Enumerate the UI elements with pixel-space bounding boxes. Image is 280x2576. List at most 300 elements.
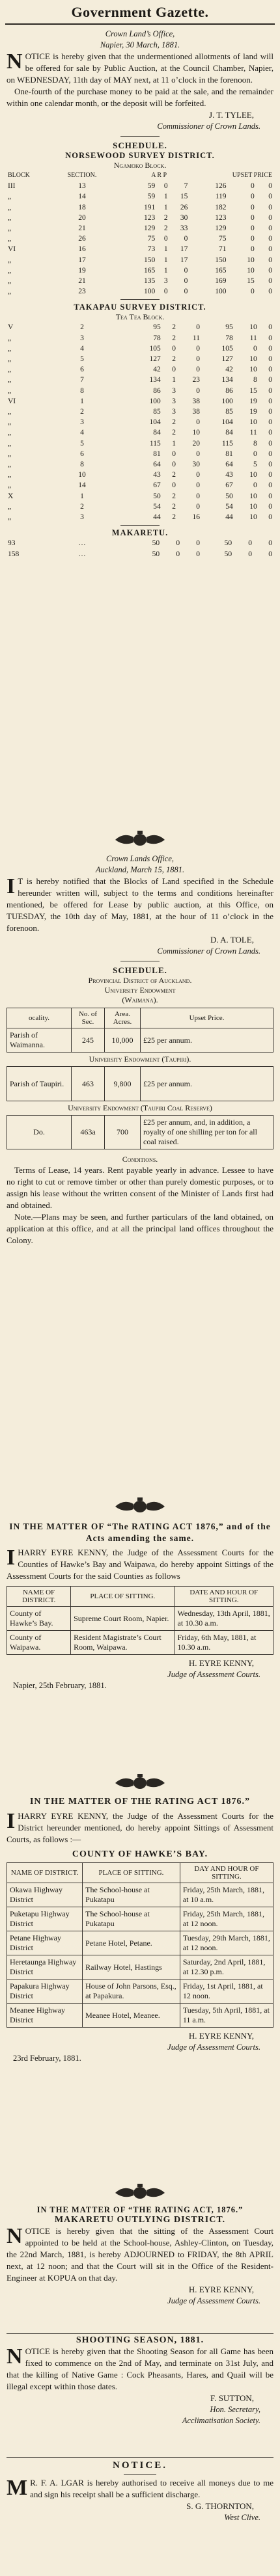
table-row: [7, 1979, 273, 2004]
table-cell: 30: [192, 461, 200, 469]
table-row: [7, 427, 273, 438]
table-cell: 1: [80, 492, 84, 500]
table-cell: 0: [253, 481, 257, 490]
table-cell: 20: [78, 213, 86, 222]
table-row: [7, 1607, 273, 1631]
table-cell: 105: [221, 344, 233, 353]
table-cell: 0: [250, 182, 255, 191]
table-cell: 2: [163, 213, 168, 222]
table-cell: 0: [250, 224, 255, 233]
table-cell: 19: [249, 408, 257, 416]
table-cell: County of Waipawa.: [7, 1631, 71, 1655]
table-cell: 85: [153, 408, 161, 416]
table-cell: 44: [153, 513, 161, 522]
conditions-heading: Conditions.: [122, 1155, 158, 1164]
table-cell: 0: [196, 323, 200, 332]
table-row: [7, 538, 273, 548]
table-row: [7, 364, 273, 375]
table-cell: „: [8, 439, 12, 448]
makaretu-table: [7, 538, 273, 559]
table-cell: 0: [268, 492, 272, 500]
table-cell: 14: [78, 193, 86, 201]
table-row: [7, 407, 273, 417]
royal-crest-icon: [107, 1496, 173, 1516]
table-cell: 3: [172, 397, 176, 405]
table-row: [7, 286, 273, 297]
table-cell: 1: [163, 203, 168, 211]
table-cell: 0: [176, 539, 180, 548]
table-cell: 95: [225, 323, 233, 332]
table-cell: 75: [147, 235, 156, 243]
table-cell: 0: [268, 213, 272, 222]
table-cell: Tuesday, 5th April, 1881, at 11 a.m.: [180, 2004, 273, 2028]
table-cell: 0: [196, 344, 200, 353]
table-cell: The School-house at Pukatapu: [83, 1883, 180, 1907]
table-cell: „: [8, 366, 12, 374]
table-cell: 134: [149, 376, 161, 384]
table-cell: 0: [184, 235, 188, 243]
table-cell: 59: [147, 182, 156, 191]
table-cell: 64: [153, 461, 161, 469]
table-cell: 0: [172, 461, 176, 469]
table-cell: 16: [78, 245, 86, 254]
table-cell: 50: [153, 492, 161, 500]
table-cell: 78: [153, 334, 161, 342]
table-cell: 86: [225, 386, 233, 395]
table-cell: 20: [192, 439, 200, 448]
sittings-table: [7, 1862, 273, 2028]
table-cell: 0: [268, 256, 272, 264]
table-row: Parish of Waimanna. 245 10,000 £25 per annum.: [7, 1028, 273, 1053]
table-cell: 0: [184, 288, 188, 296]
table-cell: 15: [249, 386, 257, 395]
table-cell: 0: [268, 193, 272, 201]
table-cell: 18: [78, 203, 86, 211]
table-cell: 67: [153, 481, 161, 490]
table-cell: „: [8, 376, 12, 384]
table-row: [7, 502, 273, 512]
table-cell: 0: [196, 539, 200, 548]
notice-title: IN THE MATTER OF “The RATING ACT 1876,” and of the Acts amending the same.: [9, 1522, 271, 1543]
table-row: [7, 322, 273, 332]
table-cell: 165: [215, 266, 227, 275]
table-cell: 71: [219, 245, 227, 254]
table-cell: 10: [192, 429, 200, 437]
table-cell: 2: [163, 224, 168, 233]
table-cell: „: [8, 277, 12, 286]
table-row: [7, 1883, 273, 1907]
table-cell: 0: [196, 366, 200, 374]
table-cell: 26: [78, 235, 86, 243]
schedule-heading: SCHEDULE.: [113, 965, 167, 975]
county-heading: COUNTY OF HAWKE’S BAY.: [72, 1849, 208, 1859]
table-cell: 0: [172, 366, 176, 374]
table-cell: „: [8, 386, 12, 395]
royal-crest-icon: [107, 2182, 173, 2202]
table-cell: 129: [215, 224, 227, 233]
table-cell: 0: [196, 502, 200, 511]
table-row: [7, 438, 273, 449]
table-row: [7, 512, 273, 522]
table-row: [7, 244, 273, 254]
table-cell: 10: [249, 418, 257, 427]
table-row: [7, 1931, 273, 1955]
table-cell: 182: [215, 203, 227, 211]
table-cell: 0: [250, 203, 255, 211]
table-cell: 7: [80, 376, 84, 384]
table-cell: 105: [149, 344, 161, 353]
date-line: 23rd February, 1881.: [13, 2054, 81, 2063]
shooting-season-notice: [7, 2335, 273, 2426]
table-cell: 2: [172, 502, 176, 511]
table-cell: 81: [225, 449, 233, 458]
table-cell: 2: [172, 334, 176, 342]
table-cell: 0: [253, 449, 257, 458]
table-cell: Papakura Highway District: [7, 1979, 83, 2004]
table-cell: 78: [225, 334, 233, 342]
table-cell: Meanee Hotel, Meanee.: [83, 2004, 180, 2028]
table-cell: „: [8, 461, 12, 469]
notice-body: IHARRY EYRE KENNY, the Judge of the Assessment Courts for the Counties of Hawke’s Bay and Waipawa, do hereby appoint Sittings of the Assessment Courts for the said Counties as follows: [7, 1546, 273, 1581]
table-cell: 0: [268, 277, 272, 286]
table-cell: Supreme Court Room, Napier.: [71, 1607, 175, 1631]
notice-body: IHARRY EYRE KENNY, the Judge of the Assessment Courts for the District hereunder mentioned, do hereby appoint Sittings of Assessment Courts, as follows :—: [7, 1809, 273, 1844]
table-cell: „: [8, 408, 12, 416]
table-cell: 4: [80, 344, 84, 353]
table-cell: 0: [268, 266, 272, 275]
table-cell: 0: [268, 344, 272, 353]
table-cell: VI: [8, 397, 16, 405]
table-cell: 1: [80, 397, 84, 405]
crown-lands-auckland-notice: [7, 853, 273, 1246]
sittings-table: [7, 1586, 273, 1655]
table-cell: 0: [268, 539, 272, 548]
table-cell: 0: [268, 481, 272, 490]
signer-name: H. EYRE KENNY,: [188, 2031, 254, 2041]
endowment-heading-3: University Endowment (Taupiri Coal Reserve): [68, 1103, 212, 1112]
office-line: Crown Lands Office,: [105, 854, 175, 863]
table-cell: 17: [78, 256, 86, 264]
table-cell: 10: [249, 513, 257, 522]
table-cell: 1: [172, 376, 176, 384]
table-cell: Puketapu Highway District: [7, 1907, 83, 1931]
table-cell: Wednesday, 13th April, 1881, at 10.30 a.m.: [175, 1607, 273, 1631]
table-cell: 8: [80, 461, 84, 469]
table-cell: 50: [152, 539, 160, 548]
table-cell: 0: [268, 355, 272, 364]
table-cell: 86: [153, 386, 161, 395]
table-cell: „: [8, 224, 12, 233]
table-cell: 3: [80, 418, 84, 427]
table-row: [7, 470, 273, 480]
table-cell: „: [8, 429, 12, 437]
table-cell: 23: [78, 288, 86, 296]
table-cell: …: [78, 539, 86, 548]
table-cell: 0: [250, 213, 255, 222]
table-row: [7, 202, 273, 213]
table-row: [7, 191, 273, 202]
table-row: [7, 1907, 273, 1931]
table-cell: 0: [268, 429, 272, 437]
table-cell: 0: [248, 539, 253, 548]
table-row: [7, 265, 273, 276]
table-cell: 123: [215, 213, 227, 222]
table-header: BLOCK SECTION. A R P UPSET PRICE: [8, 172, 272, 179]
table-cell: 129: [143, 224, 156, 233]
table-cell: „: [8, 266, 12, 275]
table-cell: 0: [268, 203, 272, 211]
date-line: Napier, 30 March, 1881.: [100, 40, 180, 49]
table-cell: 4: [80, 429, 84, 437]
crown-lands-napier-notice: [7, 29, 273, 559]
table-cell: 115: [149, 439, 161, 448]
table-cell: III: [8, 182, 16, 191]
table-cell: „: [8, 513, 12, 522]
table-cell: 0: [172, 481, 176, 490]
table-row: [7, 459, 273, 470]
table-cell: 2: [172, 355, 176, 364]
table-row: Do. 463a 700 £25 per annum, and, in addition, a royalty of one shilling per ton for all coal raised.: [7, 1116, 273, 1149]
table-cell: 84: [225, 429, 233, 437]
table-cell: 33: [180, 224, 188, 233]
table-cell: 84: [153, 429, 161, 437]
date-line: Napier, 25th February, 1881.: [13, 1681, 107, 1690]
table-cell: 2: [172, 429, 176, 437]
table-cell: 15: [247, 277, 255, 286]
signer-org: Acclimatisation Society.: [182, 2416, 260, 2425]
table-cell: „: [8, 502, 12, 511]
table-cell: „: [8, 471, 12, 479]
table-cell: 0: [184, 277, 188, 286]
table-cell: 16: [192, 513, 200, 522]
table-cell: „: [8, 288, 12, 296]
table-cell: 0: [268, 376, 272, 384]
table-row: [7, 480, 273, 490]
table-row: [7, 449, 273, 459]
table-cell: 11: [192, 334, 200, 342]
table-cell: 42: [225, 366, 233, 374]
royal-crest-icon: [107, 829, 173, 849]
table-cell: 17: [180, 256, 188, 264]
table-cell: 50: [152, 550, 160, 558]
table-row: [7, 234, 273, 244]
table-cell: „: [8, 355, 12, 364]
table-cell: 0: [268, 471, 272, 479]
table-cell: 0: [163, 288, 168, 296]
table-header: NAME OF DISTRICT. PLACE OF SITTING. DATE AND HOUR OF SITTING.: [7, 1587, 273, 1607]
table-cell: 0: [268, 182, 272, 191]
table-row: [7, 491, 273, 502]
block2-heading: Tea Tea Block.: [115, 312, 165, 322]
table-cell: 6: [80, 449, 84, 458]
rating-act-notice-2: [7, 1795, 273, 2064]
table-cell: 100: [221, 397, 233, 405]
table-cell: 10: [249, 492, 257, 500]
table-cell: 5: [253, 461, 257, 469]
table-cell: 3: [80, 513, 84, 522]
table-cell: 100: [215, 288, 227, 296]
table-cell: 23: [192, 376, 200, 384]
signer-title: Judge of Assessment Courts.: [167, 2043, 260, 2052]
table-cell: 10: [249, 355, 257, 364]
table-row: [7, 343, 273, 354]
table-cell: Friday, 25th March, 1881, at 10 a.m.: [180, 1883, 273, 1907]
table-cell: „: [8, 193, 12, 201]
signer-name: H. EYRE KENNY,: [188, 1658, 254, 1668]
table-header: NAME OF DISTRICT. PLACE OF SITTING. DAY AND HOUR OF SITTING.: [7, 1863, 273, 1883]
table-cell: 0: [196, 355, 200, 364]
table-cell: 19: [78, 266, 86, 275]
table-cell: Heretaunga Highway District: [7, 1955, 83, 1979]
table-cell: 42: [153, 366, 161, 374]
table-cell: „: [8, 449, 12, 458]
table-cell: 0: [268, 224, 272, 233]
table-cell: X: [8, 492, 14, 500]
table-row: [7, 276, 273, 286]
table-row: [7, 1955, 273, 1979]
district-heading: NORSEWOOD SURVEY DISTRICT.: [65, 151, 215, 160]
makaretu-notice: [7, 2205, 273, 2307]
table-cell: 81: [153, 449, 161, 458]
table-cell: 0: [268, 235, 272, 243]
table-cell: 0: [196, 449, 200, 458]
table-cell: 0: [196, 471, 200, 479]
table-cell: 0: [163, 235, 168, 243]
table-cell: 165: [143, 266, 156, 275]
notice-title: SHOOTING SEASON, 1881.: [76, 2335, 204, 2345]
table-cell: 3: [163, 277, 168, 286]
table-cell: 3: [172, 408, 176, 416]
table-cell: 2: [80, 408, 84, 416]
table-cell: 0: [250, 193, 255, 201]
table-cell: 8: [253, 376, 257, 384]
table-cell: 0: [250, 235, 255, 243]
thornton-notice: [7, 2460, 273, 2523]
signer-name: S. G. THORNTON,: [186, 2501, 254, 2511]
table-cell: 119: [215, 193, 227, 201]
table-cell: 135: [143, 277, 156, 286]
table-cell: 6: [80, 366, 84, 374]
table-cell: 0: [248, 550, 253, 558]
table-header: ocality. No. of Sec. Area. Acres. Upset Price.: [7, 1008, 273, 1028]
table-cell: 2: [172, 323, 176, 332]
table-cell: 15: [180, 193, 188, 201]
signer-title: Commissioner of Crown Lands.: [157, 946, 260, 956]
endowment-heading: University Endowment: [104, 986, 176, 995]
table-cell: 14: [78, 481, 86, 490]
table-cell: 13: [78, 182, 86, 191]
table-row: [7, 417, 273, 427]
norsewood-table: [7, 170, 273, 297]
table-cell: 0: [250, 288, 255, 296]
takapau-table: [7, 322, 273, 522]
table-cell: 26: [180, 203, 188, 211]
table-cell: VI: [8, 245, 16, 254]
table-cell: 67: [225, 481, 233, 490]
table-cell: …: [78, 550, 86, 558]
endowment-heading-2: University Endowment (Taupiri).: [89, 1054, 191, 1064]
table-cell: 2: [172, 418, 176, 427]
table-cell: Resident Magistrate’s Court Room, Waipawa.: [71, 1631, 175, 1655]
lease-table: [7, 1008, 273, 1149]
table-cell: 1: [172, 439, 176, 448]
table-cell: „: [8, 418, 12, 427]
table-cell: 158: [8, 550, 20, 558]
signer-title: Judge of Assessment Courts.: [167, 2296, 260, 2305]
signer-place: West Clive.: [224, 2513, 260, 2522]
table-cell: „: [8, 235, 12, 243]
table-cell: 95: [153, 323, 161, 332]
table-cell: 0: [250, 245, 255, 254]
table-cell: 30: [180, 213, 188, 222]
terms-body: One-fourth of the purchase money to be paid at the sale, and the remainder within one calendar month, or the deposit will be forfeited.: [7, 87, 273, 108]
table-cell: Railway Hotel, Hastings: [83, 1955, 180, 1979]
table-cell: 0: [268, 502, 272, 511]
table-cell: 38: [192, 397, 200, 405]
signer-name: D. A. TOLE,: [210, 935, 254, 945]
table-cell: 85: [225, 408, 233, 416]
table-cell: The School-house at Pukatapu: [83, 1907, 180, 1931]
table-cell: 50: [225, 492, 233, 500]
table-cell: 1: [163, 245, 168, 254]
table-cell: 5: [80, 355, 84, 364]
table-cell: 0: [268, 439, 272, 448]
table-cell: 100: [149, 397, 161, 405]
signer-title: Judge of Assessment Courts.: [167, 1670, 260, 1679]
table-cell: 0: [184, 266, 188, 275]
notice-body: M R. F. A. LGAR is hereby authorised to receive all moneys due to me and sign his receipt shall be a sufficient discharge.: [7, 2476, 273, 2500]
table-cell: 134: [221, 376, 233, 384]
district-heading: MAKARETU OUTLYING DISTRICT.: [54, 2215, 226, 2225]
table-cell: „: [8, 344, 12, 353]
signer-title: Hon. Secretary,: [210, 2405, 260, 2414]
royal-crest-icon: [107, 1773, 173, 1792]
table-cell: 0: [196, 418, 200, 427]
table-cell: 0: [196, 492, 200, 500]
table-cell: 2: [172, 471, 176, 479]
table-cell: 2: [80, 502, 84, 511]
table-cell: 0: [268, 449, 272, 458]
table-cell: 50: [224, 550, 232, 558]
table-cell: Meanee Highway District: [7, 2004, 83, 2028]
table-cell: V: [8, 323, 14, 332]
table-cell: „: [8, 481, 12, 490]
table-cell: 10: [247, 256, 255, 264]
table-row: [7, 354, 273, 364]
table-cell: „: [8, 213, 12, 222]
table-cell: 38: [192, 408, 200, 416]
district2-heading: TAKAPAU SURVEY DISTRICT.: [74, 302, 206, 312]
table-cell: 0: [196, 481, 200, 490]
notice-body: NOTICE is hereby given that the Shooting Season for all Game has been fixed to commence on the 2nd of May, and terminate on 31st July, and that the killing of Native Game : Cock Pheasants, Hares, and Quail will be illegal except within those dates.: [7, 2344, 273, 2391]
table-cell: 11: [249, 334, 257, 342]
table-cell: 0: [163, 182, 168, 191]
table-cell: 0: [196, 386, 200, 395]
table-cell: 50: [224, 539, 232, 548]
signer-name: J. T. TYLEE,: [209, 110, 254, 120]
table-cell: 11: [249, 429, 257, 437]
table-row: [7, 2004, 273, 2028]
table-cell: 3: [172, 386, 176, 395]
table-row: [7, 386, 273, 396]
table-cell: 2: [172, 492, 176, 500]
table-cell: 10: [78, 471, 86, 479]
table-cell: 104: [221, 418, 233, 427]
table-cell: 100: [143, 288, 156, 296]
note-body: Note.—Plans may be seen, and further particulars of the land obtained, on application at this office, and at all the principal land offices throughout the Colony.: [7, 1212, 273, 1245]
table-row: [7, 549, 273, 559]
table-cell: 8: [80, 386, 84, 395]
